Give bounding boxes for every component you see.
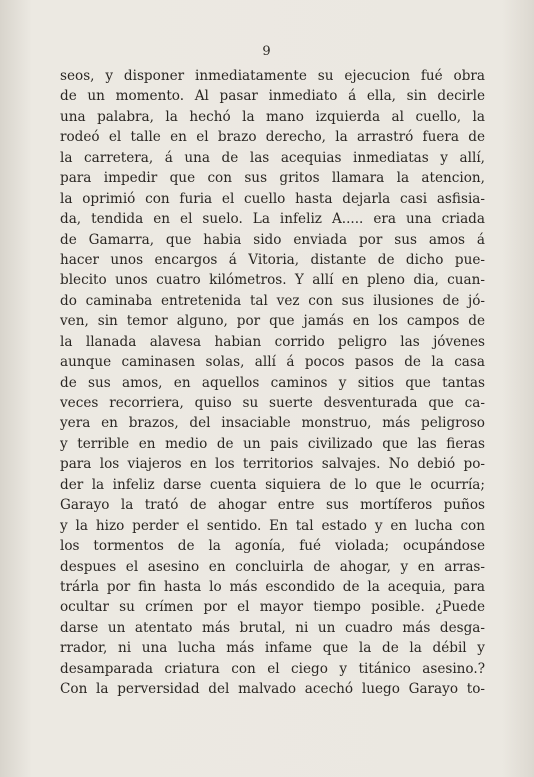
text-line: despues el asesino en concluirla de ahogar, y en arras- xyxy=(60,558,485,575)
text-line: la carretera, á una de las acequias inmediatas y allí, xyxy=(60,149,485,166)
text-line: seos, y disponer inmediatamente su ejecucion fué obra xyxy=(60,68,485,84)
text-line: desamparada criatura con el ciego y titánico asesino.? xyxy=(60,660,485,677)
text-line: la llanada alavesa habian corrido peligro las jóvenes xyxy=(60,333,485,350)
text-line: de Gamarra, que habia sido enviada por sus amos á xyxy=(60,231,485,248)
text-line: los tormentos de la agonía, fué violada; ocupándose xyxy=(60,538,485,555)
body-text xyxy=(60,66,485,700)
text-line: veces recorriera, quiso su suerte desventurada que ca- xyxy=(60,395,485,411)
text-line: blecito unos cuatro kilómetros. Y allí en pleno dia, cuan- xyxy=(60,272,485,289)
text-line: do caminaba entretenida tal vez con sus ilusiones de jó- xyxy=(60,292,485,309)
text-line: der la infeliz darse cuenta siquiera de lo que le ocurría; xyxy=(60,476,485,493)
text-line: una palabra, la hechó la mano izquierda al cuello, la xyxy=(60,108,485,125)
text-line: la oprimió con furia el cuello hasta dejarla casi asfisia- xyxy=(60,190,485,207)
text-line: darse un atentato más brutal, ni un cuadro más desga- xyxy=(60,619,485,636)
text-line: hacer unos encargos á Vitoria, distante de dicho pue- xyxy=(60,251,485,268)
text-line: trárla por fin hasta lo más escondido de la acequia, para xyxy=(60,578,485,595)
text-line: y la hizo perder el sentido. En tal estado y en lucha con xyxy=(60,517,485,534)
text-line: para los viajeros en los territorios salvajes. No debió po- xyxy=(60,456,485,473)
text-line: da, tendida en el suelo. La infeliz A..... era una criada xyxy=(60,211,485,228)
text-line: de sus amos, en aquellos caminos y sitios que tantas xyxy=(60,374,485,391)
text-line: para impedir que con sus gritos llamara la atencion, xyxy=(60,170,485,187)
text-line: ocultar su crímen por el mayor tiempo posible. ¿Puede xyxy=(60,599,485,616)
text-line: yera en brazos, del insaciable monstruo, más peligroso xyxy=(60,415,485,432)
text-line: aunque caminasen solas, allí á pocos pasos de la casa xyxy=(60,354,485,371)
text-line: Con la perversidad del malvado acechó luego Garayo to- xyxy=(60,681,485,698)
text-line: rodeó el talle en el brazo derecho, la arrastró fuera de xyxy=(60,129,485,146)
text-line: Garayo la trató de ahogar entre sus mortíferos puños xyxy=(60,497,485,514)
text-line: ven, sin temor alguno, por que jamás en los campos de xyxy=(60,313,485,330)
page-number: 9 xyxy=(262,44,272,59)
text-line: y terrible en medio de un pais civilizado que las fieras xyxy=(60,435,485,452)
text-line: rrador, ni una lucha más infame que la de la débil y xyxy=(60,640,485,657)
text-line: de un momento. Al pasar inmediato á ella, sin decirle xyxy=(60,88,485,105)
